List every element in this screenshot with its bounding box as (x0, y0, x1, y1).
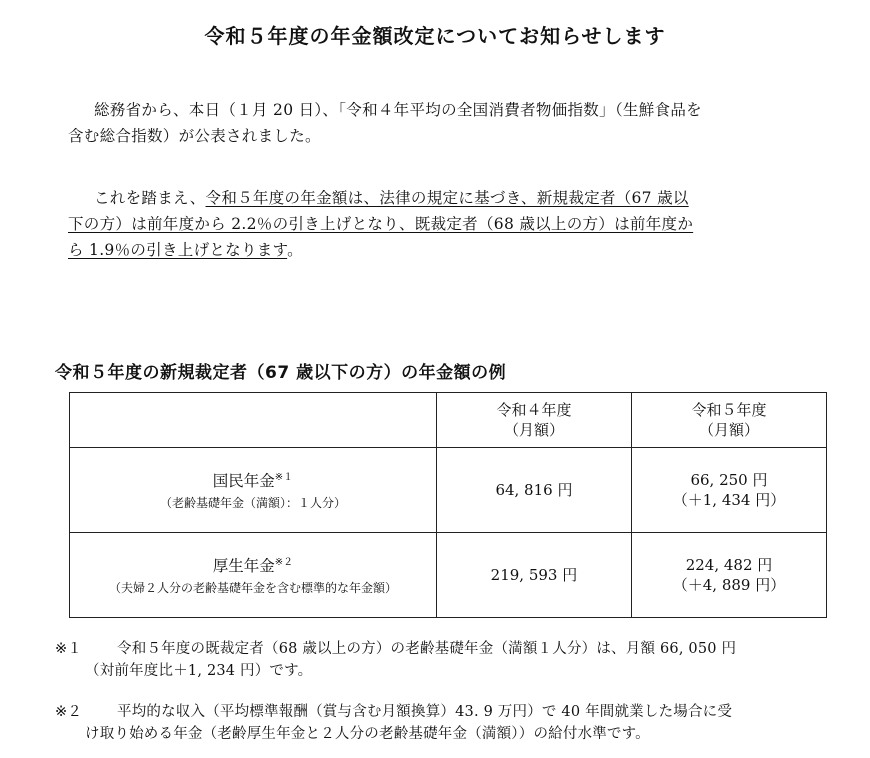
r4-amount-cell (436, 448, 631, 533)
page-title: 令和５年度の年金額改定についてお知らせします (204, 24, 666, 48)
pension-amount-table (69, 392, 827, 618)
r4-amount: 64, 816 円 (495, 481, 573, 499)
header-r4-line1: 令和４年度 (496, 401, 572, 419)
footnote-1 (55, 638, 845, 682)
pension-name (70, 467, 436, 492)
intro-line-1: 総務省から、本日（１月 20 日）、「令和４年平均の全国消費者物価指数」（生鮮食品を (94, 101, 702, 119)
r5-amount-cell (631, 533, 826, 618)
footnote-mark: ※２ (274, 557, 294, 569)
r5-difference: （＋1, 434 円） (672, 491, 786, 509)
section-title: 令和５年度の新規裁定者（67 歳以下の方）の年金額の例 (55, 363, 507, 383)
revision-underlined-3: ら 1.9％の引き上げとなります (68, 241, 288, 259)
revision-paragraph (68, 185, 820, 263)
header-r4-line2: （月額） (503, 421, 564, 439)
pension-name (70, 552, 436, 577)
r4-amount-cell (436, 533, 631, 618)
footnote-2 (55, 701, 845, 745)
footnote-mark: ※１ (274, 472, 294, 484)
pension-name-text: 国民年金 (212, 472, 275, 491)
header-r5-line2: （月額） (698, 421, 759, 439)
table-header-r4 (436, 393, 631, 448)
table-row-employees-pension (70, 533, 827, 618)
revision-underlined-2: 下の方）は前年度から 2.2％の引き上げとなり、既裁定者（68 歳以上の方）は前年度か (68, 215, 694, 233)
table-header-r5 (631, 393, 826, 448)
footnote-1-line2: （対前年度比＋1, 234 円）です。 (85, 663, 313, 679)
header-r5-line1: 令和５年度 (691, 401, 767, 419)
footnote-1-line1: 令和５年度の既裁定者（68 歳以上の方）の老齢基礎年金（満額１人分）は、月額 66, 050 円 (117, 641, 737, 657)
intro-line-2: 含む総合指数）が公表されました。 (68, 127, 321, 145)
table-header-empty (70, 393, 437, 448)
pension-type-cell (70, 448, 437, 533)
revision-lead: これを踏まえ、 (94, 189, 206, 207)
footnote-1-mark: ※１ (55, 641, 83, 657)
pension-note: （老齢基礎年金（満額）：１人分） (159, 495, 346, 510)
pension-name-text: 厚生年金 (212, 557, 275, 576)
revision-tail: 。 (287, 241, 303, 259)
r5-amount: 224, 482 円 (685, 556, 773, 574)
footnote-2-mark: ※２ (55, 704, 83, 720)
r5-amount: 66, 250 円 (690, 471, 768, 489)
revision-underlined-1: 令和５年度の年金額は、法律の規定に基づき、新規裁定者（67 歳以 (205, 189, 689, 207)
pension-note: （夫婦２人分の老齢基礎年金を含む標準的な年金額） (108, 580, 397, 595)
r4-amount: 219, 593 円 (490, 566, 578, 584)
table-row-national-pension (70, 448, 827, 533)
r5-difference: （＋4, 889 円） (672, 576, 786, 594)
intro-paragraph (68, 97, 820, 149)
r5-amount-cell (631, 448, 826, 533)
table-header-row (70, 393, 827, 448)
pension-type-cell (70, 533, 437, 618)
footnote-2-line2: け取り始める年金（老齢厚生年金と２人分の老齢基礎年金（満額））の給付水準です。 (85, 726, 650, 742)
footnote-2-line1: 平均的な収入（平均標準報酬（賞与含む月額換算）43. 9 万円）で 40 年間就業した場合に受 (117, 704, 733, 720)
